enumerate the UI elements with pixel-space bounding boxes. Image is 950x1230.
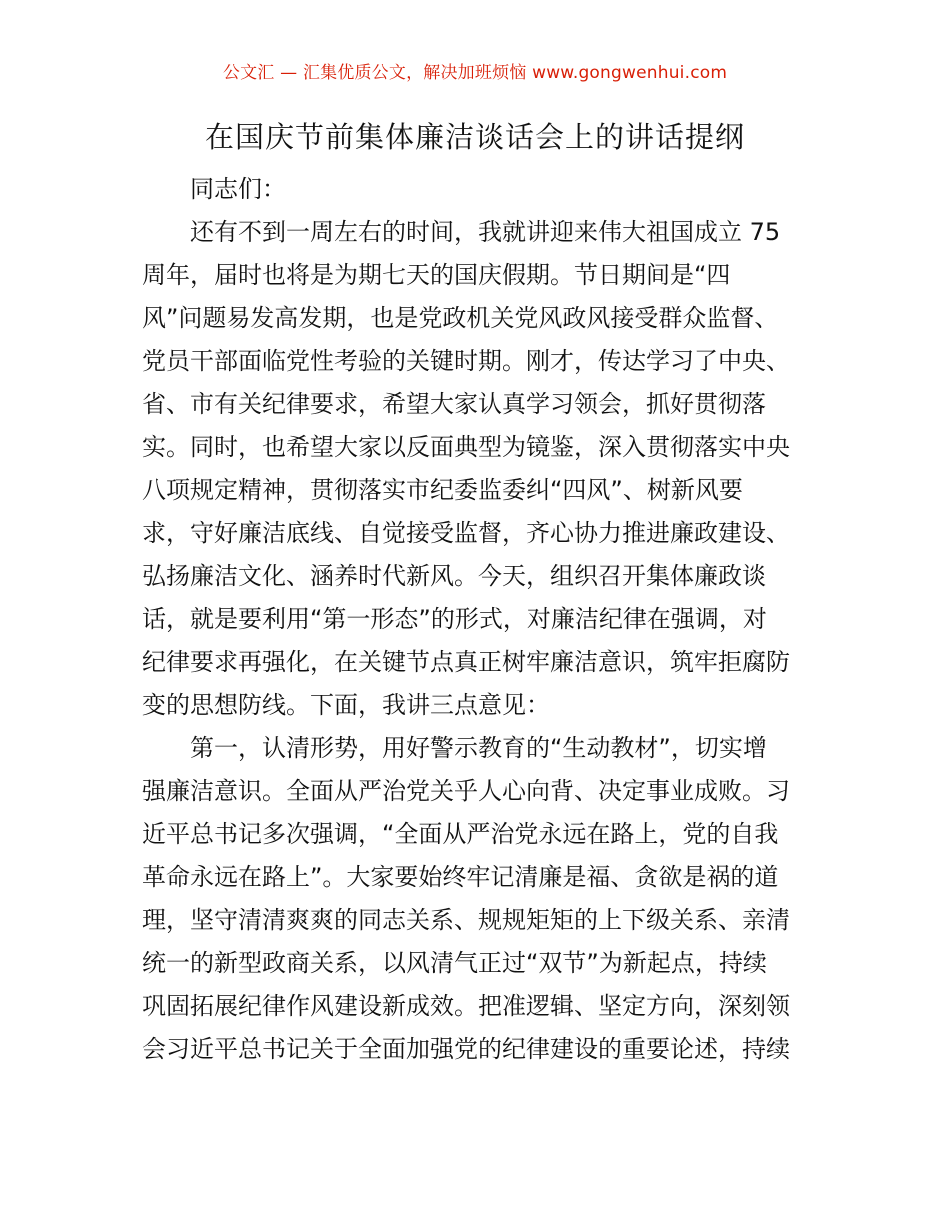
paragraph-2 [142,727,812,1071]
text-line: 实。同时，也希望大家以反面典型为镜鉴，深入贯彻落实中央 [142,433,790,461]
text-line: 强廉洁意识。全面从严治党关乎人心向背、决定事业成败。习 [142,777,790,805]
text-line: 会习近平总书记关于全面加强党的纪律建设的重要论述，持续 [142,1035,790,1063]
watermark-header: 公文汇 — 汇集优质公文，解决加班烦恼 www.gongwenhui.com [222,63,728,83]
salutation: 同志们： [190,175,286,203]
text-line: 八项规定精神，贯彻落实市纪委监委纠“四风”、树新风要 [142,476,743,504]
text-line: 统一的新型政商关系，以风清气正过“双节”为新起点，持续 [142,949,767,977]
text-line: 巩固拓展纪律作风建设新成效。把准逻辑、坚定方向，深刻领 [142,992,790,1020]
text-line: 弘扬廉洁文化、涵养时代新风。今天，组织召开集体廉政谈 [142,562,766,590]
paragraph-1 [142,211,812,727]
text-line: 革命永远在路上”。大家要始终牢记清廉是福、贪欲是祸的道 [142,863,779,891]
text-line: 还有不到一周左右的时间，我就讲迎来伟大祖国成立 75 [190,218,781,246]
text-line: 风”问题易发高发期，也是党政机关党风政风接受群众监督、 [142,304,779,332]
text-line: 话，就是要利用“第一形态”的形式，对廉洁纪律在强调，对 [142,605,767,633]
text-line: 周年，届时也将是为期七天的国庆假期。节日期间是“四 [142,261,731,289]
text-line: 纪律要求再强化，在关键节点真正树牢廉洁意识，筑牢拒腐防 [142,648,790,676]
text-line: 省、市有关纪律要求，希望大家认真学习领会，抓好贯彻落 [142,390,766,418]
page-title: 在国庆节前集体廉洁谈话会上的讲话提纲 [204,120,745,154]
document-body [142,168,812,1071]
text-line: 第一，认清形势，用好警示教育的“生动教材”，切实增 [190,734,767,762]
text-line: 近平总书记多次强调，“全面从严治党永远在路上，党的自我 [142,820,779,848]
text-line: 变的思想防线。下面，我讲三点意见： [142,691,550,719]
text-line: 求，守好廉洁底线、自觉接受监督，齐心协力推进廉政建设、 [142,519,790,547]
text-line: 党员干部面临党性考验的关键时期。刚才，传达学习了中央、 [142,347,790,375]
text-line: 理，坚守清清爽爽的同志关系、规规矩矩的上下级关系、亲清 [142,906,790,934]
